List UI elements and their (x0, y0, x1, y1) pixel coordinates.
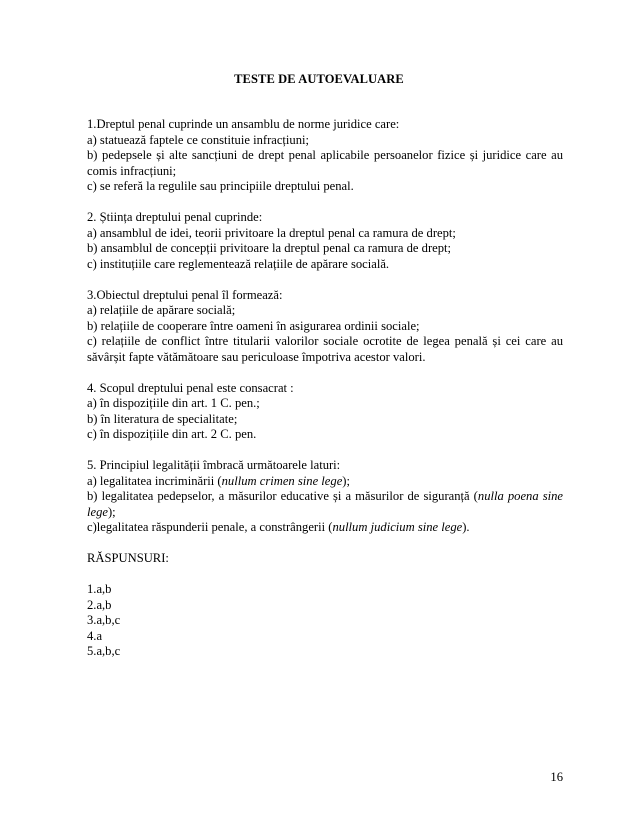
question-2 (87, 210, 563, 272)
answer-item: 4.a (87, 628, 103, 643)
answer-item: 2.a,b (87, 597, 112, 612)
option-c-line2: săvârșit fapte vătămătoare sau periculoase împotriva acestor valori. (87, 349, 426, 364)
question-4 (87, 381, 563, 443)
answer-item: 3.a,b,c (87, 613, 121, 627)
question-stem: 3.Obiectul dreptului penal îl formează: (87, 287, 283, 302)
option-b-line1: b) pedepsele și alte sancțiuni de drept penal aplicabile persoanelor fizice și juridice care au (87, 148, 563, 162)
answer-item: 1.a,b (87, 582, 112, 596)
option-b-line2: comis infracțiuni; (87, 163, 177, 178)
option-a: a) ansamblul de idei, teorii privitoare la dreptul penal ca ramura de drept; (87, 225, 456, 240)
option-b: b) în literatura de specialitate; (87, 411, 238, 426)
question-stem: 4. Scopul dreptului penal este consacrat : (87, 380, 294, 395)
question-stem: 5. Principiul legalității îmbracă următoarele laturi: (87, 458, 341, 472)
question-5 (87, 458, 563, 536)
answers-heading: RĂSPUNSURI: (87, 551, 169, 565)
option-b-line2: lege); (87, 504, 116, 519)
page-title: TESTE DE AUTOEVALUARE (234, 72, 404, 86)
answer-item: 5.a,b,c (87, 644, 121, 658)
question-1 (87, 117, 563, 195)
option-c-line1: c) relațiile de conflict între titularii valorilor sociale ocrotite de legea penală și cei care au (87, 334, 563, 348)
question-stem: 2. Știința dreptului penal cuprinde: (87, 210, 263, 224)
option-a: a) statuează faptele ce constituie infracțiuni; (87, 132, 310, 147)
option-a: a) în dispozițiile din art. 1 C. pen.; (87, 396, 260, 410)
option-b-line1: b) legalitatea pedepselor, a măsurilor educative și a măsurilor de siguranță (nulla poena sine (87, 489, 563, 503)
answers-list (87, 582, 563, 660)
option-a: a) legalitatea incriminării (nullum crimen sine lege); (87, 473, 350, 488)
option-c: c) instituțiile care reglementează relațiile de apărare socială. (87, 256, 390, 271)
option-c: c)legalitatea răspunderii penale, a constrângerii (nullum judicium sine lege). (87, 520, 470, 534)
option-b: b) ansamblul de concepții privitoare la dreptul penal ca ramura de drept; (87, 241, 452, 255)
question-stem: 1.Dreptul penal cuprinde un ansamblu de norme juridice care: (87, 117, 400, 131)
page-number: 16 (550, 770, 563, 784)
option-c: c) în dispozițiile din art. 2 C. pen. (87, 427, 257, 441)
option-c: c) se referă la regulile sau principiile dreptului penal. (87, 179, 354, 193)
question-3 (87, 288, 563, 366)
page-content (87, 117, 563, 660)
option-a: a) relațiile de apărare socială; (87, 303, 236, 317)
option-b: b) relațiile de cooperare între oameni în asigurarea ordinii sociale; (87, 318, 420, 333)
